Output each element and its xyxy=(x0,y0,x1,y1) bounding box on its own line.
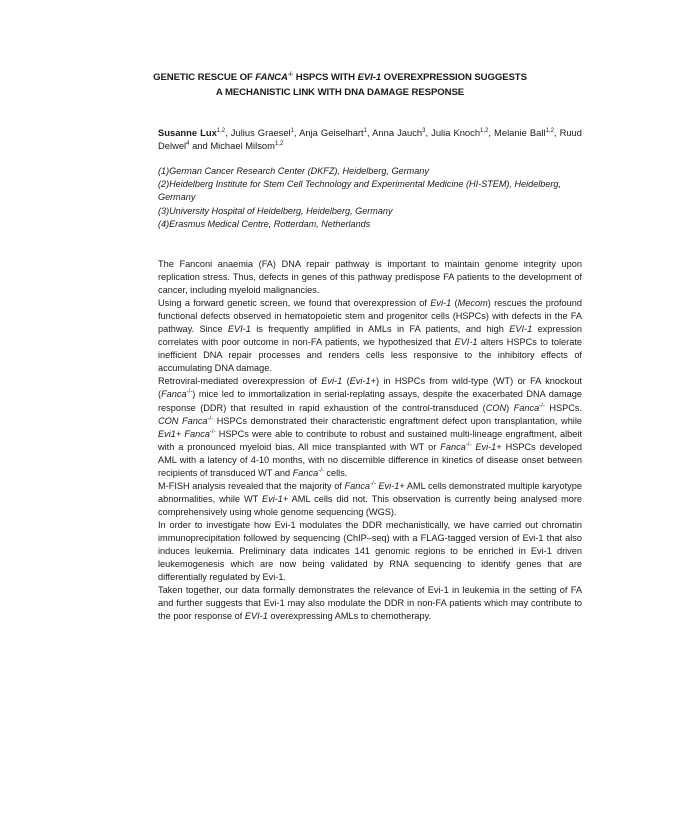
author-list: Susanne Lux$^{1,2}$, Julius Graesel$^1$, Anja Geiselhart$^1$, Anna Jauch$^3$, Julia Knoch$^{1,2}$, Melanie Ball$^{1,2}$, Ruud Delwel$^4$ and Michael Milsom$^{1,2}$ xyxy=(158,127,582,152)
author-affiliation-mark: 1,2 xyxy=(274,141,284,148)
author-name: Melanie Ball xyxy=(494,127,546,138)
abstract-paragraph: The Fanconi anaemia (FA) DNA repair pathway is important to maintain genome integrity upon replication stress. Thus, defects in genes of this pathway predispose FA patients to the development of cancer, including myeloid malignancies. xyxy=(158,259,582,296)
abstract-paragraph: Retroviral-mediated overexpression of Evi-1 (Evi-1+) in HSPCs from wild-type (WT) or FA knockout (Fanca-/-) mice led to immortalization in serial-replating assays, despite the exacerbated DNA damage response (DDR) that resulted in rapid exhaustion of the control-transduced (CON) Fanca-/- HSPCs. CON Fanca-/- HSPCs demonstrated their characteristic engraftment defect upon transplantation, while Evi1+ Fanca-/- HSPCs were able to contribute to robust and sustained multi-lineage engraftment, albeit with a pronounced myeloid bias. All mice transplanted with WT or Fanca-/- Evi-1+ HSPCs developed AML with a latency of 4-10 months, with no discernible difference in kinetics of disease onset between recipients of transduced WT and Fanca-/- cells. xyxy=(158,376,582,478)
author-affiliation-mark: 1 xyxy=(363,127,368,134)
author-name: Julia Knoch xyxy=(431,127,481,138)
abstract-paragraph: M-FISH analysis revealed that the majority of Fanca-/- Evi-1+ AML cells demonstrated multiple karyotype abnormalities, while WT Evi-1+ AML cells did not. This observation is currently being analysed more comprehensively using whole genome sequencing (WGS). xyxy=(158,480,582,517)
affiliation-list xyxy=(158,165,582,231)
affiliation-item: (1)German Cancer Research Center (DKFZ), Heidelberg, Germany xyxy=(158,166,429,176)
affiliation-item: (2)Heidelberg Institute for Stem Cell Technology and Experimental Medicine (HI-STEM), Heidelberg, Germany xyxy=(158,179,561,203)
author-name: Michael Milsom xyxy=(210,140,275,152)
abstract-paragraph: In order to investigate how Evi-1 modulates the DDR mechanistically, we have carried out chromatin immunoprecipitation followed by sequencing (ChIP–seq) with a FLAG-tagged version of Evi-1 that also induces leukemia. Preliminary data indicates 141 genomic regions to be enriched in Evi-1 driven leukemogenesis which are now being validated by RNA sequencing to identify genes that are differentially regulated by Evi-1. xyxy=(158,519,582,583)
author-affiliation-mark: 1,2 xyxy=(480,127,489,134)
author-affiliation-mark: 4 xyxy=(186,141,190,148)
author-name: Ruud Delwel xyxy=(158,127,582,152)
author-name: Julius Graesel xyxy=(230,127,291,138)
title-superscript: -/- xyxy=(287,71,294,78)
author-name: Susanne Lux xyxy=(158,127,217,138)
abstract-body xyxy=(158,258,582,623)
author-affiliation-mark: 3 xyxy=(422,127,426,134)
author-affiliation-mark: 1 xyxy=(290,127,294,134)
abstract-paragraph: Using a forward genetic screen, we found that overexpression of Evi-1 (Mecom) rescues the profound functional defects observed in hematopoietic stem and progenitor cells (HSPCs) with defects in the FA pathway. Since EVI-1 is frequently amplified in AMLs in FA patients, and high EVI-1 expression correlates with poor outcome in non-FA patients, we hypothesized that EVI-1 alters HSPCs to tolerate inefficient DNA repair processes and renders cells less responsive to the inhibitory effects of accumulating DNA damage. xyxy=(158,298,582,374)
abstract-paragraph: Taken together, our data formally demonstrates the relevance of Evi-1 in leukemia in the setting of FA and further suggests that Evi-1 may also modulate the DDR in non-FA patients which may contribute to the poor response of EVI-1 overexpressing AMLs to chemotherapy. xyxy=(158,585,582,622)
abstract-title xyxy=(150,70,530,100)
author-name: Anna Jauch xyxy=(372,127,423,138)
author-name: Anja Geiselhart xyxy=(299,127,364,138)
author-affiliation-mark: 1,2 xyxy=(545,127,554,134)
affiliation-item: (3)University Hospital of Heidelberg, Heidelberg, Germany xyxy=(158,205,393,216)
title-gene: FANCA xyxy=(255,72,288,83)
title-text: HSPCS WITH xyxy=(293,72,358,83)
title-text: OVEREXPRESSION SUGGESTS A MECHANISTIC LINK WITH DNA DAMAGE RESPONSE xyxy=(215,72,527,98)
affiliation-item: (4)Erasmus Medical Centre, Rotterdam, Netherlands xyxy=(158,218,371,229)
title-text: GENETIC RESCUE OF xyxy=(153,72,256,83)
author-affiliation-mark: 1,2 xyxy=(216,127,226,134)
title-gene: EVI-1 xyxy=(357,72,382,83)
